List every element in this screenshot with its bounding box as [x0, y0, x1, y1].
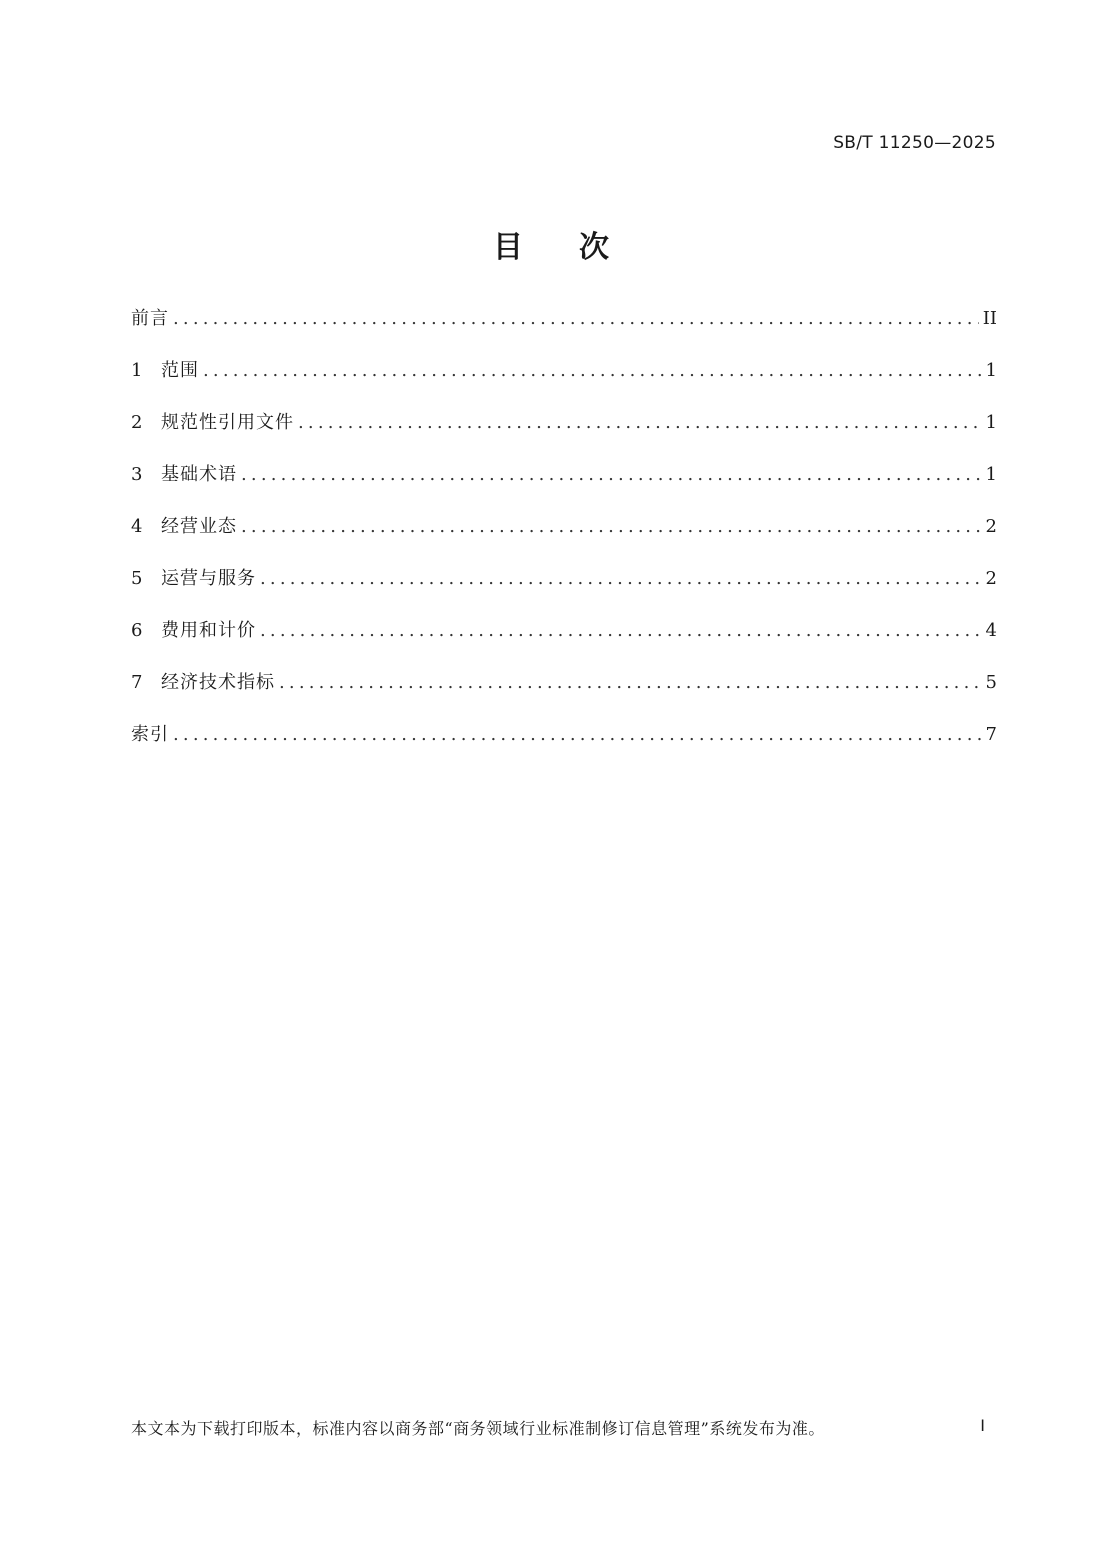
page-number: I: [980, 1416, 985, 1435]
toc-entry-text: 运营与服务: [161, 568, 256, 589]
page-title: 目次: [493, 230, 665, 265]
toc-entry-6[interactable]: [131, 617, 997, 669]
toc-entry-text: 索引: [131, 724, 169, 745]
toc-entry-text: 范围: [161, 360, 199, 381]
toc-entry-page: 2: [985, 516, 997, 537]
toc-leader-dots: [173, 721, 981, 749]
toc-entry-page: 5: [985, 672, 997, 693]
toc-leader-dots: [241, 461, 981, 489]
toc-entry-text: 费用和计价: [161, 620, 256, 641]
toc-entry-7[interactable]: [131, 669, 997, 721]
toc-entry-number: 5: [131, 568, 143, 589]
toc-entry-3[interactable]: [131, 461, 997, 513]
toc-entry-page: 1: [985, 360, 997, 381]
toc-entry-page: 4: [985, 620, 997, 641]
document-code: SB/T 11250—2025: [833, 133, 996, 153]
toc-leader-dots: [298, 409, 981, 437]
toc-leader-dots: [203, 357, 981, 385]
toc-entry-page: 1: [985, 464, 997, 485]
toc-entry-text: 规范性引用文件: [161, 412, 294, 433]
toc-entry-number: 6: [131, 620, 143, 641]
toc-entry-1[interactable]: [131, 357, 997, 409]
toc-entry-page: 2: [985, 568, 997, 589]
toc-entry-4[interactable]: [131, 513, 997, 565]
toc-leader-dots: [173, 305, 979, 333]
toc-entry-text: 经营业态: [161, 516, 237, 537]
toc-entry-foreword[interactable]: [131, 305, 997, 357]
toc-entry-2[interactable]: [131, 409, 997, 461]
toc-entry-number: 7: [131, 672, 143, 693]
toc-entry-number: 1: [131, 360, 143, 381]
toc-entry-index[interactable]: [131, 721, 997, 773]
toc-entry-number: 3: [131, 464, 143, 485]
toc-entry-number: 2: [131, 412, 143, 433]
footer-disclaimer: 本文本为下载打印版本，标准内容以商务部“商务领域行业标准制修订信息管理”系统发布为准。: [131, 1419, 825, 1438]
toc-entry-page: 7: [985, 724, 997, 745]
toc-entry-text: 前言: [131, 308, 169, 329]
toc-leader-dots: [260, 617, 981, 645]
toc-entry-page: 1: [985, 412, 997, 433]
toc-leader-dots: [260, 565, 981, 593]
toc-leader-dots: [241, 513, 981, 541]
toc-entry-number: 4: [131, 516, 143, 537]
toc-leader-dots: [279, 669, 981, 697]
toc-entry-page: II: [982, 308, 997, 329]
toc-entry-text: 基础术语: [161, 464, 237, 485]
table-of-contents: [131, 305, 997, 773]
toc-entry-text: 经济技术指标: [161, 672, 275, 693]
toc-entry-5[interactable]: [131, 565, 997, 617]
